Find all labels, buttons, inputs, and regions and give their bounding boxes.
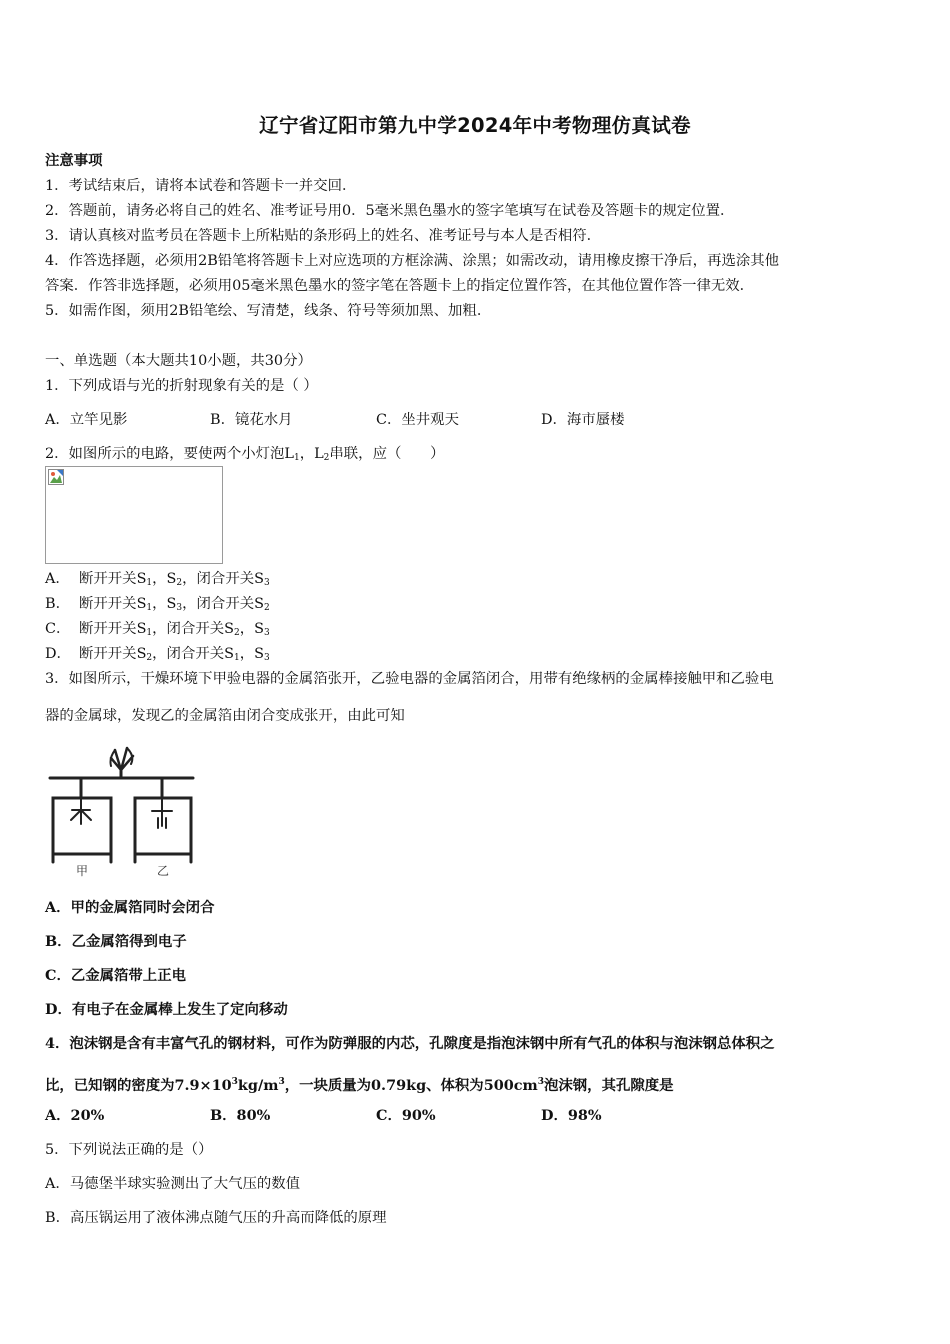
electroscope-figure	[45, 738, 197, 878]
q4-option-b: B．80%	[210, 1107, 271, 1124]
q1-option-c: C．坐井观天	[376, 412, 459, 428]
q4-stem-line2: 比，已知钢的密度为$7.9\times 10^3kg/m^3$，一块质量为0.79kg、体积为$500cm^3$泡沫钢，其孔隙度是	[45, 1077, 674, 1094]
q2-option-a: A． 断开开关$S_1$，$S_2$，闭合开关$S_3$	[45, 571, 270, 588]
q2-stem: 2．如图所示的电路，要使两个小灯泡$L_1$，$L_2$串联，应（ ）	[45, 446, 445, 463]
notice-item-4: 4．作答选择题，必须用2B铅笔将答题卡上对应选项的方框涂满、涂黑；如需改动，请用橡皮擦干净后，再选涂其他	[45, 253, 780, 269]
q3-stem-line1: 3．如图所示，干燥环境下甲验电器的金属箔张开，乙验电器的金属箔闭合，用带有绝缘柄的金属棒接触甲和乙验电	[45, 671, 774, 687]
q1-stem: 1．下列成语与光的折射现象有关的是（ ）	[45, 378, 318, 394]
notice-item-3: 3．请认真核对监考员在答题卡上所粘贴的条形码上的姓名、准考证号与本人是否相符．	[45, 228, 602, 244]
circuit-figure-placeholder	[45, 466, 223, 564]
q3-option-a: A．甲的金属箔同时会闭合	[45, 899, 215, 916]
q4-option-c: C．90%	[376, 1107, 436, 1124]
q2-option-d: D． 断开开关$S_2$，闭合开关$S_1$，$S_3$	[45, 646, 270, 663]
electroscope-label-right: 乙	[156, 864, 170, 878]
q4-stem-line1: 4．泡沫钢是含有丰富气孔的钢材料，可作为防弹服的内芯，孔隙度是指泡沫钢中所有气孔的体积与泡沫钢总体积之	[45, 1035, 775, 1052]
q1-option-a: A．立竿见影	[45, 412, 128, 428]
q4-option-d: D．98%	[541, 1107, 602, 1124]
q3-option-d: D．有电子在金属棒上发生了定向移动	[45, 1001, 288, 1018]
notice-item-2: 2．答题前，请务必将自己的姓名、准考证号用0．5毫米黑色墨水的签字笔填写在试卷及答题卡的规定位置．	[45, 203, 735, 219]
notice-item-1: 1．考试结束后，请将本试卷和答题卡一并交回．	[45, 178, 357, 194]
q2-option-b: B． 断开开关$S_1$，$S_3$，闭合开关$S_2$	[45, 596, 270, 613]
q5-option-a: A．马德堡半球实验测出了大气压的数值	[45, 1176, 301, 1192]
q5-stem: 5．下列说法正确的是（）	[45, 1142, 213, 1158]
q3-stem-line2: 器的金属球，发现乙的金属箔由闭合变成张开，由此可知	[45, 708, 405, 724]
q1-option-d: D．海市蜃楼	[541, 412, 625, 428]
notice-heading: 注意事项	[45, 152, 103, 169]
section-heading: 一、单选题（本大题共10小题，共30分）	[45, 353, 312, 369]
notice-item-5: 5．如需作图，须用2B铅笔绘、写清楚，线条、符号等须加黑、加粗．	[45, 303, 492, 319]
q3-option-c: C．乙金属箔带上正电	[45, 967, 186, 984]
q4-option-a: A．20%	[45, 1107, 105, 1124]
page-title: 辽宁省辽阳市第九中学2024年中考物理仿真试卷	[259, 114, 691, 137]
broken-image-icon	[48, 469, 64, 485]
q3-option-b: B．乙金属箔得到电子	[45, 933, 187, 950]
q5-option-b: B．高压锅运用了液体沸点随气压的升高而降低的原理	[45, 1210, 387, 1226]
electroscope-label-left: 甲	[75, 864, 89, 878]
notice-item-4-cont: 答案．作答非选择题，必须用05毫米黑色墨水的签字笔在答题卡上的指定位置作答，在其他位置作答一律无效．	[45, 278, 755, 294]
q2-option-c: C． 断开开关$S_1$，闭合开关$S_2$，$S_3$	[45, 621, 270, 638]
q1-option-b: B．镜花水月	[210, 412, 293, 428]
